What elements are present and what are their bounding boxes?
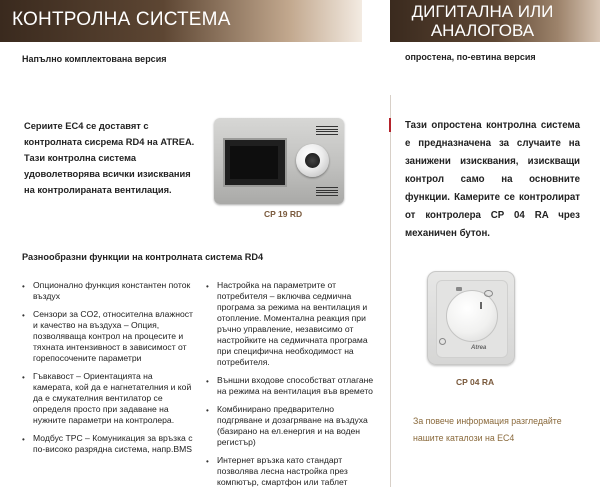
right-header-line2: АНАЛОГОВА xyxy=(430,21,535,40)
fan-icon xyxy=(484,290,493,297)
cp19-controller-image xyxy=(214,118,344,204)
catalog-note: За повече информация разгледайте нашите каталози на EC4 xyxy=(413,416,562,443)
left-header-banner xyxy=(0,0,362,42)
right-header-banner xyxy=(390,0,600,42)
list-item: • Опционално функция константен поток въздух xyxy=(22,280,191,301)
cp04-controller-image xyxy=(427,271,515,365)
column-divider xyxy=(390,95,391,487)
list-item: • Модбус TPC – Комуникация за връзка с по-високо разрядна система, напр.BMS xyxy=(22,433,193,454)
accent-marker xyxy=(389,118,391,132)
controller-screen xyxy=(223,138,287,187)
left-subtitle: Напълно комплектована версия xyxy=(22,54,167,64)
list-item: • Интернет връзка като стандарт позволява лесна настройка през компютър, смартфон или таблет xyxy=(206,455,348,487)
list-item: • Настройка на параметрите от потребителя – включва седмична програма за режима на вентилация и отопление. Моментална реакция при ръчно управление, независимо от настройките на седмичната програма при специфична необходимост на потребителя. xyxy=(206,280,368,367)
atrea-logo: Atrea xyxy=(471,345,487,351)
cp19-caption: CP 19 RD xyxy=(264,209,303,219)
list-item: • Сензори за CO2, относителна влажност и качество на въздуха – Опция, позволяваща контрол на процесите и тяхната интензивност в зависимост от горепосочените параметри xyxy=(22,309,193,363)
cp04-caption: CP 04 RA xyxy=(456,377,495,387)
features-column-right xyxy=(206,280,378,495)
list-item: • Гъвкавост – Ориентацията на камерата, кой да е нагнетателния и кой да е смукателния вентилатор се определя просто при задаване на нужните параметри на контролера. xyxy=(22,371,192,425)
controller-dial xyxy=(446,290,498,342)
right-subtitle: опростена, по-евтина версия xyxy=(405,52,536,62)
vent-top xyxy=(316,126,338,136)
left-header-title: КОНТРОЛНА СИСТЕМА xyxy=(12,9,231,30)
list-item: • Външни входове способстват отлагане на режима на вентилация във времето xyxy=(206,375,374,396)
right-header-line1: ДИГИТАЛНА ИЛИ xyxy=(411,2,554,21)
vent-bottom xyxy=(316,187,338,197)
mode-icon xyxy=(456,287,462,291)
list-item: • Комбинирано предварително подгряване и дозагряване на въздуха (базирано на ел.енергия и на воден регистър) xyxy=(206,404,368,447)
power-icon xyxy=(439,338,446,345)
right-description: Тази опростена контролна система е предназначена за случаите на занижени изисквания, изискващи контрол само на основните функции. Камерите се контролират от контролера CP 04 RA чрез механичен бутон. xyxy=(405,120,580,239)
controller-knob xyxy=(296,144,329,177)
features-column-left xyxy=(22,280,194,462)
controller-plate xyxy=(436,280,508,358)
right-header-title xyxy=(390,2,575,40)
features-section-title: Разнообразни функции на контролната система RD4 xyxy=(22,252,264,262)
left-description: Сериите EC4 се доставят с контролната сисрема RD4 на ATREA. Тази контролна система удоволетворява всички изисквания на контролираната вентилация. xyxy=(24,121,195,195)
